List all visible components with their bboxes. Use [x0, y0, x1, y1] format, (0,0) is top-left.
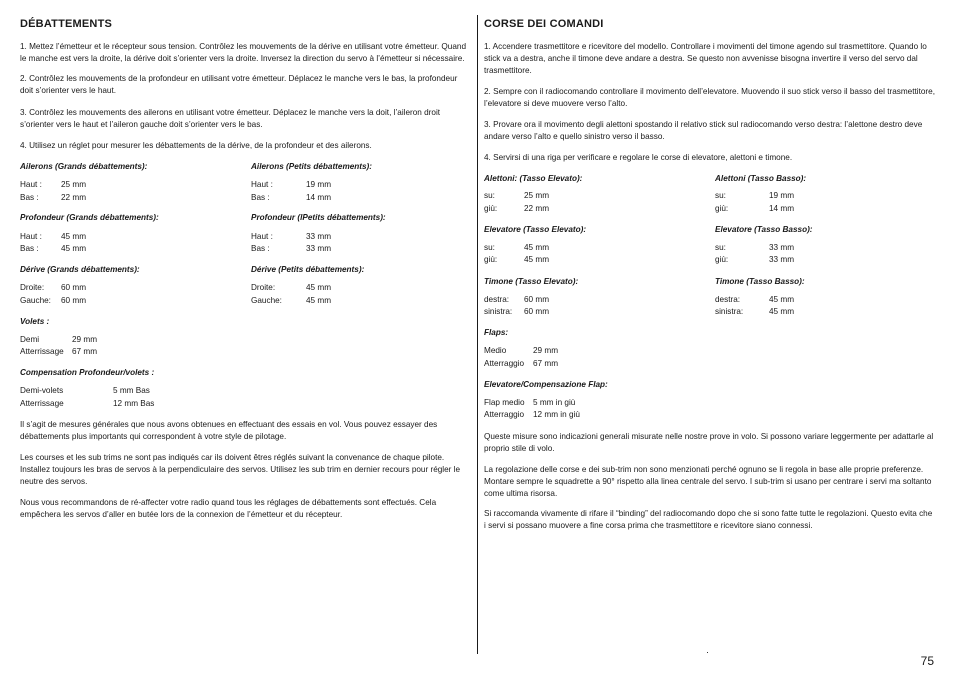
intro-paragraph: 1. Accendere trasmettitore e ricevitore del modello. Controllare i movimenti del timone agendo sul trasmettitore. Quando lo stick va a destra, anche il timone deve andare a destra. Se questo non avvenisse bisogna invertire il verso del servo dal trasmettitore. [484, 42, 927, 75]
row-value: 45 mm [306, 283, 332, 292]
row-value: 22 mm [61, 193, 87, 202]
body-paragraph: Nous vous recommandons de ré-affecter votre radio quand tous les réglages de débattements sont effectués. Cela empêchera les servos d’aller en butée lors de la connexion de l’émetteur et du récepteur. [20, 498, 437, 519]
row-value: 5 mm Bas [113, 386, 150, 395]
row-label: Atterrissage [20, 347, 64, 356]
row-value: 22 mm [524, 204, 550, 213]
row-value: 5 mm in giù [533, 398, 576, 407]
row-label: su: [484, 243, 495, 252]
row-label: Demi-volets [20, 386, 64, 395]
row-label: giù: [484, 204, 498, 213]
subheading: Alettoni: (Tasso Elevato): [484, 174, 583, 183]
intro-paragraph: 4. Utilisez un réglet pour mesurer les débattements de la dérive, de la profondeur et des ailerons. [20, 141, 372, 150]
intro-paragraph: 3. Contrôlez les mouvements des ailerons en utilisant votre émetteur. Déplacez le manche vers la doit, l’aileron droit s’orienter vers le haut et l’aileron gauche doit s’orienter vers le bas. [20, 108, 441, 129]
row-value: 33 mm [306, 232, 332, 241]
row-value: 12 mm in giù [533, 410, 580, 419]
intro-paragraph: 2. Sempre con il radiocomando controllare il movimento dell’elevatore. Muovendo il suo stick verso il basso del trasmettitore, l’elevatore si deve muovere verso l’alto. [484, 87, 935, 108]
row-value: 67 mm [533, 359, 559, 368]
row-label: sinistra: [484, 307, 513, 316]
subheading: Elevatore (Tasso Basso): [715, 225, 813, 234]
row-label: su: [715, 191, 726, 200]
subheading: Volets : [20, 317, 50, 326]
row-value: 60 mm [524, 295, 550, 304]
row-value: 60 mm [61, 296, 87, 305]
subheading: Elevatore (Tasso Elevato): [484, 225, 587, 234]
row-value: 29 mm [72, 335, 98, 344]
row-value: 33 mm [769, 255, 795, 264]
subheading: Dérive (Petits débattements): [251, 265, 365, 274]
intro-paragraph: 3. Provare ora il movimento degli alettoni spostando il relativo stick sul radiocomando verso destra: l’alettone destro deve andare verso l’alto e quello sinistro verso il basso. [484, 120, 923, 141]
row-value: 45 mm [524, 255, 550, 264]
subheading: Timone (Tasso Elevato): [484, 277, 579, 286]
row-label: giù: [715, 255, 729, 264]
row-label: su: [484, 191, 495, 200]
body-paragraph: La regolazione delle corse e dei sub-trim non sono menzionati perché ognuno se li regola in base alle proprie preferenze. Montare sempre le squadrette a 90° rispetto alla linea centrale del servo. I sub-trim si usano per centrare i servi ma soltanto come ultima risorsa. [484, 465, 932, 498]
row-label: giù: [715, 204, 729, 213]
row-value: 14 mm [769, 204, 795, 213]
subheading: Dérive (Grands débattements): [20, 265, 140, 274]
row-label: Gauche: [20, 296, 51, 305]
row-value: 19 mm [769, 191, 795, 200]
row-label: Haut : [251, 232, 273, 241]
row-label: Haut : [20, 232, 42, 241]
row-value: 45 mm [769, 307, 795, 316]
row-value: 67 mm [72, 347, 98, 356]
row-value: 45 mm [769, 295, 795, 304]
row-label: Droite: [251, 283, 276, 292]
subheading: Ailerons (Petits débattements): [251, 162, 373, 171]
row-label: Flap medio [484, 398, 525, 407]
row-value: 25 mm [524, 191, 550, 200]
subheading: Alettoni (Tasso Basso): [715, 174, 807, 183]
column-divider [477, 15, 478, 654]
row-label: giù: [484, 255, 498, 264]
subheading: Ailerons (Grands débattements): [20, 162, 148, 171]
row-label: Bas : [20, 193, 39, 202]
section-title-it: CORSE DEI COMANDI [484, 18, 604, 30]
row-label: destra: [715, 295, 741, 304]
page-mark [707, 652, 708, 653]
subheading: Profondeur (Grands débattements): [20, 213, 159, 222]
row-label: destra: [484, 295, 510, 304]
body-paragraph: Si raccomanda vivamente di rifare il “binding” del radiocomando dopo che si sono fatte tutte le regolazioni. Questo evita che i servi si possano muovere a fine corsa prima che trasmettitore e ricevitore siano connessi. [484, 509, 933, 530]
row-value: 45 mm [524, 243, 550, 252]
row-label: Droite: [20, 283, 45, 292]
row-value: 19 mm [306, 180, 332, 189]
intro-paragraph: 4. Servirsi di una riga per verificare e regolare le corse di elevatore, alettoni e timone. [484, 153, 793, 162]
row-value: 25 mm [61, 180, 87, 189]
body-paragraph: Queste misure sono indicazioni generali misurate nelle nostre prove in volo. Si possono variare leggermente per adattarle al proprio stile di volo. [484, 432, 934, 453]
row-value: 60 mm [61, 283, 87, 292]
row-value: 33 mm [769, 243, 795, 252]
row-value: 12 mm Bas [113, 399, 155, 408]
row-value: 33 mm [306, 244, 332, 253]
row-value: 45 mm [306, 296, 332, 305]
row-label: Gauche: [251, 296, 282, 305]
subheading: Compensation Profondeur/volets : [20, 368, 155, 377]
row-value: 45 mm [61, 244, 87, 253]
subheading: Flaps: [484, 328, 509, 337]
section-title-fr: DÉBATTEMENTS [20, 18, 113, 30]
subheading: Profondeur (lPetits débattements): [251, 213, 386, 222]
row-label: Demi [20, 335, 40, 344]
row-label: Bas : [20, 244, 39, 253]
subheading: Timone (Tasso Basso): [715, 277, 805, 286]
intro-paragraph: 1. Mettez l’émetteur et le récepteur sous tension. Contrôlez les mouvements de la dérive en utilisant votre émetteur. Quand le manche est vers la droite, la dérive doit s’orienter vers la droite. Inversez la direction du servo à l’émetteur si nécessaire. [20, 42, 466, 63]
row-label: Atterrissage [20, 399, 64, 408]
row-label: Haut : [20, 180, 42, 189]
row-value: 60 mm [524, 307, 550, 316]
row-label: su: [715, 243, 726, 252]
row-label: Medio [484, 346, 507, 355]
body-paragraph: Les courses et les sub trims ne sont pas indiqués car ils doivent êtres réglés suivant la convenance de chaque pilote. Installez toujours les bras de servos à la perpendiculaire des servos. Utilisez les sub trim en dernier recours pour régler le neutre des servos. [20, 453, 461, 486]
row-label: sinistra: [715, 307, 744, 316]
row-value: 45 mm [61, 232, 87, 241]
row-label: Haut : [251, 180, 273, 189]
row-label: Atterraggio [484, 410, 525, 419]
body-paragraph: Il s’agit de mesures générales que nous avons obtenues en effectuant des essais en vol. Vous pouvez essayer des débattements plus importants qui correspondent à votre style de pilotage. [20, 420, 438, 441]
row-value: 14 mm [306, 193, 332, 202]
row-value: 29 mm [533, 346, 559, 355]
row-label: Atterraggio [484, 359, 525, 368]
intro-paragraph: 2. Contrôlez les mouvements de la profondeur en utilisant votre émetteur. Déplacez le manche vers le bas, la profondeur doit s’orienter vers le haut. [20, 74, 458, 95]
row-label: Bas : [251, 244, 270, 253]
row-label: Bas : [251, 193, 270, 202]
subheading: Elevatore/Compensazione Flap: [484, 380, 608, 389]
page-number: 75 [920, 654, 934, 668]
